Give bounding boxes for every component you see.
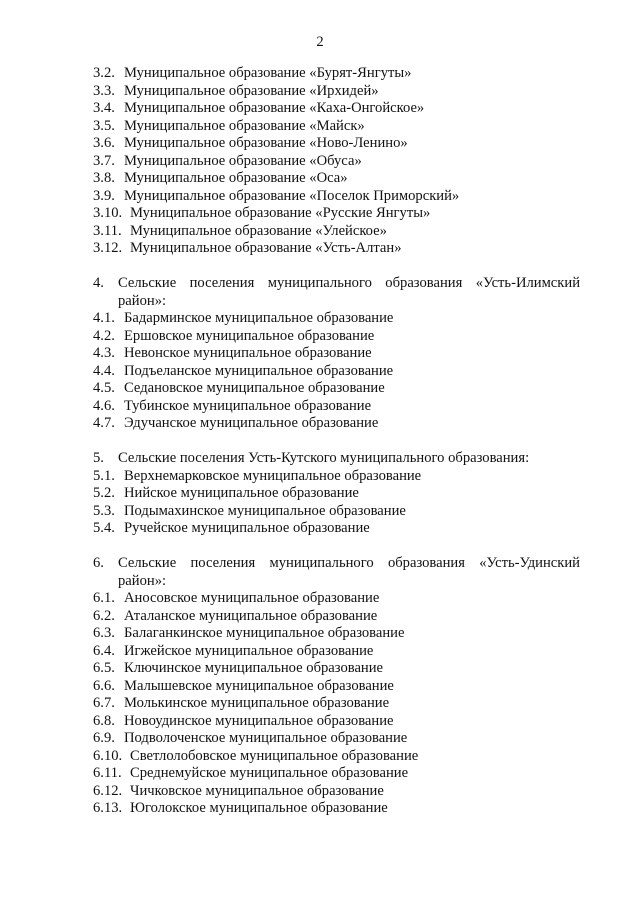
list-item [93,625,580,643]
item-text: Подволоченское муниципальное образование [124,730,408,746]
list-item [93,65,580,83]
list-item [93,188,580,206]
item-number: 5.3. [93,502,115,519]
item-text: Чичковское муниципальное образование [130,782,384,799]
item-number: 3.2. [93,65,115,81]
item-text: Ершовское муниципальное образование [124,327,375,344]
section-heading [93,275,580,310]
item-text: Муниципальное образование «Оса» [124,170,348,186]
list-item [93,328,580,346]
list-item [93,748,580,766]
item-text: Ручейское муниципальное образование [124,520,370,536]
item-text: Муниципальное образование «Обуса» [124,152,362,169]
item-text: Новоудинское муниципальное образование [124,712,394,729]
item-text: Верхнемарковское муниципальное образование [124,467,422,484]
item-text: Муниципальное образование «Ново-Ленино» [124,135,408,151]
list-item [93,643,580,661]
list-item [93,118,580,136]
item-number: 6.1. [93,590,115,606]
item-number: 3.7. [93,152,115,169]
item-text: Муниципальное образование «Поселок Приморский» [124,187,460,204]
list-item [93,310,580,328]
item-number: 3.10. [93,205,123,221]
list-item [93,205,580,223]
item-number: 6.13. [93,800,123,816]
section-number: 4. [93,275,104,291]
spacer [93,538,580,556]
item-number: 6.3. [93,625,115,641]
item-number: 4.5. [93,380,115,396]
item-number: 4.1. [93,310,115,326]
item-text: Малышевское муниципальное образование [124,677,394,694]
item-text: Муниципальное образование «Улейское» [130,222,387,239]
section-title: Сельские поселения Усть-Кутского муниципального образования: [118,450,530,466]
item-text: Невонское муниципальное образование [124,345,372,361]
item-number: 4.2. [93,327,115,344]
item-number: 3.12. [93,240,123,256]
list-item [93,363,580,381]
list-item [93,468,580,486]
list-item [93,713,580,731]
item-text: Муниципальное образование «Майск» [124,117,365,134]
list-item [93,415,580,433]
list-item [93,380,580,398]
item-text: Светлолобовское муниципальное образование [130,747,419,764]
list-group-3 [93,65,580,258]
item-number: 3.8. [93,170,115,186]
item-number: 5.2. [93,485,115,501]
item-number: 3.11. [93,222,122,239]
item-text: Подымахинское муниципальное образование [124,502,406,519]
section-title: Сельские поселения муниципального образования «Усть-Илимский район»: [118,275,580,309]
item-text: Муниципальное образование «Бурят-Янгуты» [124,65,412,81]
document-body [93,65,580,818]
item-text: Бадарминское муниципальное образование [124,310,394,326]
list-item [93,608,580,626]
page-number: 2 [316,34,324,50]
item-number: 5.1. [93,467,115,484]
section-number: 6. [93,555,104,571]
item-number: 6.11. [93,765,122,781]
item-text: Молькинское муниципальное образование [124,695,390,711]
section-title: Сельские поселения муниципального образования «Усть-Удинский район»: [118,555,580,589]
list-item [93,135,580,153]
list-item [93,398,580,416]
item-number: 6.7. [93,695,115,711]
list-item [93,730,580,748]
item-text: Аносовское муниципальное образование [124,590,380,606]
item-number: 6.6. [93,677,115,694]
item-number: 6.5. [93,660,115,676]
list-item [93,695,580,713]
item-number: 4.7. [93,415,115,431]
item-text: Тубинское муниципальное образование [124,397,372,414]
item-text: Игжейское муниципальное образование [124,642,374,659]
item-number: 5.4. [93,520,115,536]
spacer [93,258,580,276]
item-number: 3.5. [93,117,115,134]
list-item [93,153,580,171]
item-number: 6.10. [93,747,123,764]
item-number: 6.12. [93,782,123,799]
section-number: 5. [93,450,104,466]
item-text: Муниципальное образование «Каха-Онгойское» [124,100,425,116]
item-number: 4.6. [93,397,115,414]
list-item [93,223,580,241]
section-heading [93,450,580,468]
list-item [93,590,580,608]
item-number: 6.2. [93,607,115,624]
list-item [93,503,580,521]
list-item [93,678,580,696]
item-text: Балаганкинское муниципальное образование [124,625,405,641]
item-number: 6.4. [93,642,115,659]
item-text: Ключинское муниципальное образование [124,660,384,676]
item-number: 4.4. [93,362,115,379]
item-text: Муниципальное образование «Русские Янгуты» [130,205,431,221]
spacer [93,433,580,451]
list-item [93,240,580,258]
item-number: 6.9. [93,730,115,746]
list-item [93,520,580,538]
item-text: Муниципальное образование «Ирхидей» [124,82,379,99]
list-item [93,83,580,101]
item-number: 3.3. [93,82,115,99]
item-text: Юголокское муниципальное образование [130,800,388,816]
list-group-5 [93,450,580,538]
item-text: Эдучанское муниципальное образование [124,415,379,431]
item-text: Подъеланское муниципальное образование [124,362,394,379]
item-text: Нийское муниципальное образование [124,485,359,501]
section-heading [93,555,580,590]
list-item [93,170,580,188]
list-item [93,660,580,678]
item-number: 3.4. [93,100,115,116]
list-item [93,100,580,118]
item-text: Седановское муниципальное образование [124,380,385,396]
list-item [93,345,580,363]
item-text: Муниципальное образование «Усть-Алтан» [130,240,402,256]
item-number: 3.9. [93,187,115,204]
list-group-6 [93,555,580,818]
list-group-4 [93,275,580,433]
item-text: Среднемуйское муниципальное образование [130,765,409,781]
item-number: 6.8. [93,712,115,729]
list-item [93,800,580,818]
list-item [93,765,580,783]
item-number: 3.6. [93,135,115,151]
list-item [93,485,580,503]
item-number: 4.3. [93,345,115,361]
item-text: Аталанское муниципальное образование [124,607,378,624]
list-item [93,783,580,801]
